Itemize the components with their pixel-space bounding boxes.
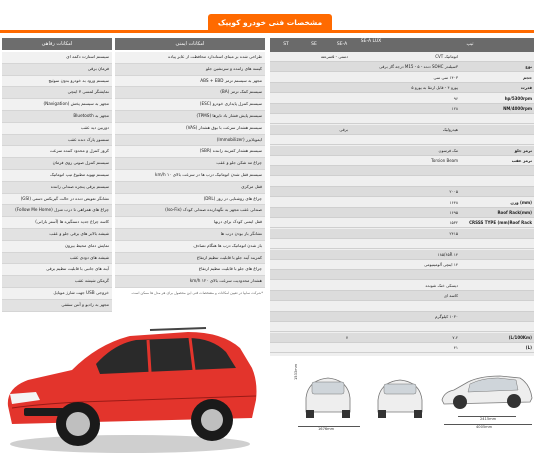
safety-heading: امکانات ایمنی xyxy=(115,38,265,50)
list-item: سیستم تهویه مطبوع تیپ اتوماتیک xyxy=(2,170,112,182)
table-row xyxy=(270,291,534,301)
row-value-main: اتوماتیک CVT xyxy=(435,54,458,59)
list-item: سیستم کنترل صوتی روی فرمان xyxy=(2,158,112,170)
list-item: صندلی عقب مجهز به نگهدارنده صندلی کودک (Iso-Fix) xyxy=(115,205,265,217)
table-row xyxy=(270,333,534,343)
row-value-alt: دستی - ۵سرعته xyxy=(320,54,348,59)
list-item: مجهز به سیستم پخش (Navigation) xyxy=(2,99,112,111)
table-row xyxy=(270,302,534,312)
list-item: چراغ های روشنایی در روز (DRL) xyxy=(115,194,265,206)
col-se: SE xyxy=(311,42,317,47)
row-label: CRSSS TYPE (mm)Roof Rack xyxy=(469,220,532,226)
row-value-main: مک فرسون xyxy=(438,147,458,153)
row-value-main: ۱۴ اینچی آلومینیومی xyxy=(424,262,458,267)
comfort-heading: امکانات رفاهی xyxy=(2,38,112,50)
row-value-main: ۲۴۱۵ xyxy=(449,230,458,236)
car-photo xyxy=(0,296,262,462)
table-row xyxy=(270,208,534,218)
table-row xyxy=(270,187,534,197)
row-value-main: پورو ۴ - قابل ارتقا به یورو ۵ xyxy=(411,85,458,91)
col-type: تیپ xyxy=(466,42,474,47)
list-item: فرمان برقی xyxy=(2,64,112,76)
front-rim xyxy=(66,412,90,436)
list-item: شیشه های دودی عقب xyxy=(2,253,112,265)
row-value-main: ۱۴۰۳ سی سی xyxy=(433,74,458,80)
list-item: سیستم هشدار سرعت با بوق هشدار (VAS) xyxy=(115,123,265,135)
length-dim: 4005mm xyxy=(476,425,493,429)
row-label: (L) xyxy=(525,345,532,351)
row-value-main: ۷.۲ xyxy=(452,334,458,340)
table-row xyxy=(270,146,534,156)
row-value-main: ۱۶۹۵ xyxy=(449,210,458,215)
row-value-alt: ۷ xyxy=(345,334,348,340)
row-value-main: کاسه ای xyxy=(443,293,458,299)
list-item: قفل مرکزی xyxy=(115,182,265,194)
list-item: طراحی شده بر مبنای استاندارد محافظت از عابر پیاده xyxy=(115,52,265,64)
height-dim: 1533mm xyxy=(294,363,298,380)
col-sea: SE-A xyxy=(336,42,348,47)
row-label: (mm) وزن xyxy=(510,199,532,205)
side-view-drawing xyxy=(440,370,534,412)
row-value-main: ۴۱ xyxy=(453,345,458,351)
row-value-main: ۱۶۴۸ xyxy=(449,199,458,205)
row-value-main: دیسکی خنک شونده xyxy=(425,282,458,288)
table-row xyxy=(270,94,534,104)
table-row xyxy=(270,114,534,124)
footnote: *شرکت سایپا در تعیین امکانات و مشخصات فنی این محصول برای هر مدل ها ممکن است. xyxy=(130,291,263,295)
table-row xyxy=(270,343,534,353)
title-rule xyxy=(0,30,534,33)
row-value-main: ۳سیلندر SOHC دنده - M15 - ۵ درجه گاز برقی xyxy=(379,64,458,70)
table-row xyxy=(270,250,534,260)
table-row xyxy=(270,135,534,145)
list-item: کیسه های راننده و سرنشین جلو xyxy=(115,64,265,76)
rear-view-drawing xyxy=(372,372,428,422)
spec-table-header xyxy=(270,38,534,52)
list-item: چراغ مه شکن جلو و عقب xyxy=(115,158,265,170)
list-item: دوربین دید عقب xyxy=(2,123,112,135)
list-item: سیستم هشدار کمربند راننده (SBR) xyxy=(115,146,265,158)
row-label: (mm)Roof Rack xyxy=(497,210,532,215)
table-row xyxy=(270,62,534,72)
table-row xyxy=(270,218,534,228)
table-row xyxy=(270,156,534,166)
list-item: مجهز به رادیو و آنتن سقفی xyxy=(2,300,112,312)
table-row xyxy=(270,270,534,280)
table-row xyxy=(270,322,534,332)
row-value-main: ۱۸۵/۶۵R ۱۴ xyxy=(437,251,458,257)
list-item: سنسور پارک دنده عقب xyxy=(2,135,112,147)
list-item: گرمکن شیشه عقب xyxy=(2,276,112,288)
row-value-main: Torsion Beam xyxy=(431,158,458,163)
table-row xyxy=(270,73,534,83)
row-value-main: ۱۰۳۰ کیلوگرم xyxy=(435,314,458,319)
row-label: قدرت xyxy=(520,85,532,91)
row-label: ترمز جلو xyxy=(514,147,532,153)
table-row xyxy=(270,104,534,114)
row-label: hp/5300rpm xyxy=(504,95,532,101)
table-row xyxy=(270,125,534,135)
row-label: ترمز عقب xyxy=(511,158,532,163)
col-sea-lux: SE-A LUX xyxy=(360,39,382,44)
list-item: سیستم استارت دکمه ای xyxy=(2,52,112,64)
rear-rim xyxy=(201,409,223,431)
list-item: سیستم قفل شدن اتوماتیک درب ها در سرعت بالای ۱۰ km/h xyxy=(115,170,265,182)
list-item: سیستم ورود به خودرو بدون سوئیچ xyxy=(2,76,112,88)
car-grille xyxy=(24,408,64,416)
row-value-main: ۱۲۸ xyxy=(451,106,458,111)
list-item: سیستم پایش فشار باد تایرها (TPMS) xyxy=(115,111,265,123)
row-value-alt: برقی xyxy=(339,126,348,132)
safety-list xyxy=(115,52,265,288)
list-item: تمایش دمای محیط بیرون xyxy=(2,241,112,253)
list-item: خروجی USB جهت شارژ موبایل xyxy=(2,288,112,300)
list-item: آینه های جانبی با قابلیت تنظیم برقی xyxy=(2,264,112,276)
list-item: قفل ایمنی کودک برای دربها xyxy=(115,217,265,229)
row-label: (L/100Km) xyxy=(508,334,532,340)
list-item: سیستم برقی پنجره صندلی راننده xyxy=(2,182,112,194)
list-item: سیستم کمک ترمز (BA) xyxy=(115,87,265,99)
list-item: ایموبلایزر (Immobilizer) xyxy=(115,135,265,147)
list-item: چراغ های جلو با قابلیت تنظیم ارتفاع xyxy=(115,264,265,276)
list-item: مجهز به Bluetooth xyxy=(2,111,112,123)
table-row xyxy=(270,52,534,62)
list-item: کاسه چراغ جدید دستگیره ها (آستر بارانی) xyxy=(2,217,112,229)
table-row xyxy=(270,198,534,208)
row-value-main: ۲۰۰۵ xyxy=(449,189,458,195)
comfort-list xyxy=(2,52,112,312)
col-st: ST xyxy=(283,42,289,47)
list-item: چراغ های همراهی تا درب منزل (Follow Me Home) xyxy=(2,205,112,217)
row-label: حجم xyxy=(523,74,532,80)
wheelbase-dim: 2415mm xyxy=(480,417,497,421)
list-item: کروز کنترل و محدود کننده سرعت xyxy=(2,146,112,158)
list-item: باز شدن اتوماتیک درب ها هنگام تصادف xyxy=(115,241,265,253)
table-row xyxy=(270,281,534,291)
list-item: هشدار محدودیت سرعت بالای ۱۲۰ km/h xyxy=(115,276,265,288)
front-view-drawing xyxy=(298,368,358,422)
table-row xyxy=(270,177,534,187)
list-item: سیستم کنترل پایداری خودرو (ESC) xyxy=(115,99,265,111)
roof-rack xyxy=(150,328,206,330)
front-track: 1676mm xyxy=(318,427,335,431)
row-label: NM/4000rpm xyxy=(503,106,532,111)
row-label: نوع xyxy=(525,64,532,70)
row-value-main: ۱۵۳۲ xyxy=(449,220,458,226)
row-value-main: هیدرولیک xyxy=(442,126,458,132)
table-row xyxy=(270,229,534,239)
table-row xyxy=(270,166,534,176)
list-item: نشانگر باز بودن درب ها xyxy=(115,229,265,241)
spec-title: مشخصات فنی خودرو کوییک xyxy=(208,14,332,32)
list-item: نشانگر تعویض دنده در حالت گیربکس دستی (GSI) xyxy=(2,194,112,206)
list-item: کمربند آینه جلو با قابلیت تنظیم ارتفاع xyxy=(115,253,265,265)
list-item: شیشه بالابر های برقی جلو و عقب xyxy=(2,229,112,241)
table-row xyxy=(270,260,534,270)
table-row xyxy=(270,239,534,249)
table-row xyxy=(270,312,534,322)
list-item: مجهز به سیستم ترمز ABS + EBD xyxy=(115,76,265,88)
row-value-main: ۹۶ xyxy=(453,95,458,101)
spec-table xyxy=(270,52,534,356)
table-row xyxy=(270,83,534,93)
list-item: نمایشگر لمسی ۷ اینچی xyxy=(2,87,112,99)
